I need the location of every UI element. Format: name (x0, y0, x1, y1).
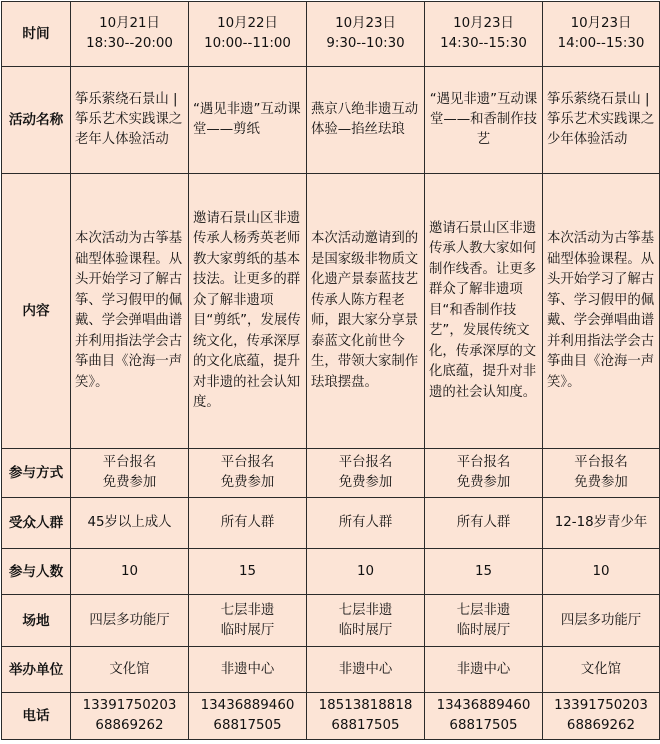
phone-cell (425, 693, 543, 740)
row-organizer (2, 647, 660, 693)
event-date: 10月23日 (453, 16, 514, 31)
row-venue (2, 595, 660, 647)
event-audience: 所有人群 (425, 498, 543, 549)
event-organizer: 文化馆 (543, 647, 660, 693)
row-method (2, 449, 660, 498)
venue-cell (71, 595, 189, 647)
time-cell (189, 2, 307, 67)
time-cell (543, 2, 660, 67)
row-label-organizer: 举办单位 (2, 647, 71, 693)
phone-cell (307, 693, 425, 740)
time-cell (307, 2, 425, 67)
event-count: 10 (71, 549, 189, 595)
row-label-count: 参与人数 (2, 549, 71, 595)
event-venue: 四层多功能厅 (560, 612, 642, 628)
row-content (2, 174, 660, 449)
event-venue: 七层非遗 (220, 602, 275, 618)
event-count: 10 (543, 549, 660, 595)
event-name: 燕京八绝非遗互动体验—掐丝珐琅 (307, 67, 425, 174)
method-signup: 平台报名 (574, 455, 628, 470)
event-organizer: 非遗中心 (425, 647, 543, 693)
method-fee: 免费参加 (338, 475, 393, 490)
row-label-time: 时间 (2, 2, 71, 67)
row-time (2, 2, 660, 67)
event-venue-detail: 临时展厅 (456, 622, 511, 638)
event-count: 15 (189, 549, 307, 595)
event-time: 10:00--11:00 (204, 36, 291, 51)
event-audience: 所有人群 (189, 498, 307, 549)
method-fee: 免费参加 (102, 475, 157, 490)
event-landline: 68817505 (213, 718, 282, 733)
event-date: 10月22日 (217, 16, 278, 31)
event-audience: 45岁以上成人 (71, 498, 189, 549)
method-fee: 免费参加 (456, 475, 511, 490)
row-audience (2, 498, 660, 549)
event-name: “遇见非遗”互动课堂——剪纸 (189, 67, 307, 174)
event-content: 邀请石景山区非遗传承人杨秀英老师教大家剪纸的基本技法。让更多的群众了解非遗项目“剪纸”，发展传统文化，传承深厚的文化底蕴，提升对非遗的社会认知度。 (189, 174, 307, 449)
method-signup: 平台报名 (102, 455, 157, 470)
method-fee: 免费参加 (574, 475, 628, 490)
row-count (2, 549, 660, 595)
row-label-name: 活动名称 (2, 67, 71, 174)
time-cell (71, 2, 189, 67)
event-venue: 七层非遗 (338, 602, 393, 618)
event-date: 10月21日 (99, 16, 160, 31)
method-fee: 免费参加 (220, 475, 275, 490)
event-date: 10月23日 (335, 16, 396, 31)
event-time: 14:30--15:30 (440, 36, 527, 51)
event-mobile: 13436889460 (436, 698, 531, 713)
event-date: 10月23日 (570, 16, 632, 31)
time-cell (425, 2, 543, 67)
venue-cell (425, 595, 543, 647)
method-cell (307, 449, 425, 498)
event-organizer: 非遗中心 (307, 647, 425, 693)
event-content: 本次活动为古筝基础型体验课程。从头开始学习了解古筝、学习假甲的佩戴、学会弹唱曲谱并利用指法学会古筝曲目《沧海一声笑》。 (543, 174, 660, 449)
event-mobile: 13391750203 (554, 698, 648, 713)
method-cell (71, 449, 189, 498)
event-organizer: 非遗中心 (189, 647, 307, 693)
method-cell (543, 449, 660, 498)
row-label-audience: 受众人群 (2, 498, 71, 549)
event-content: 邀请石景山区非遗传承人教大家如何制作线香。让更多群众了解非遗项目“和香制作技艺”，发展传统文化，传承深厚的文化底蕴，提升对非遗的社会认知度。 (425, 174, 543, 449)
event-landline: 68869262 (95, 718, 164, 733)
event-mobile: 13436889460 (200, 698, 295, 713)
event-audience: 所有人群 (307, 498, 425, 549)
event-content: 本次活动邀请到的是国家级非物质文化遗产景泰蓝技艺传承人陈方程老师，跟大家分享景泰蓝文化前世今生，带领大家制作珐琅摆盘。 (307, 174, 425, 449)
event-name: 筝乐萦绕石景山 | 筝乐艺术实践课之少年体验活动 (543, 67, 660, 174)
venue-cell (189, 595, 307, 647)
method-signup: 平台报名 (338, 455, 393, 470)
row-name (2, 67, 660, 174)
method-signup: 平台报名 (456, 455, 511, 470)
venue-cell (543, 595, 660, 647)
phone-cell (543, 693, 660, 740)
event-name: 筝乐萦绕石景山 | 筝乐艺术实践课之老年人体验活动 (71, 67, 189, 174)
row-label-content: 内容 (2, 174, 71, 449)
event-organizer: 文化馆 (71, 647, 189, 693)
event-landline: 68869262 (566, 718, 636, 733)
event-landline: 68817505 (331, 718, 400, 733)
event-venue: 七层非遗 (456, 602, 511, 618)
method-signup: 平台报名 (220, 455, 275, 470)
event-time: 18:30--20:00 (86, 36, 173, 51)
event-venue-detail: 临时展厅 (338, 622, 393, 638)
event-venue: 四层多功能厅 (89, 612, 170, 628)
event-time: 9:30--10:30 (326, 36, 405, 51)
event-mobile: 18513818818 (318, 698, 413, 713)
event-landline: 68817505 (449, 718, 518, 733)
row-phone (2, 693, 660, 740)
row-label-venue: 场地 (2, 595, 71, 647)
event-count: 10 (307, 549, 425, 595)
event-audience: 12-18岁青少年 (543, 498, 660, 549)
method-cell (425, 449, 543, 498)
phone-cell (189, 693, 307, 740)
venue-cell (307, 595, 425, 647)
event-mobile: 13391750203 (82, 698, 177, 713)
event-count: 15 (425, 549, 543, 595)
method-cell (189, 449, 307, 498)
event-name: “遇见非遗”互动课堂——和香制作技艺 (425, 67, 543, 174)
event-venue-detail: 临时展厅 (220, 622, 275, 638)
event-schedule-table (1, 1, 660, 740)
row-label-phone: 电话 (2, 693, 71, 740)
event-time: 14:00--15:30 (557, 36, 645, 51)
phone-cell (71, 693, 189, 740)
event-content: 本次活动为古筝基础型体验课程。从头开始学习了解古筝、学习假甲的佩戴、学会弹唱曲谱并利用指法学会古筝曲目《沧海一声笑》。 (71, 174, 189, 449)
row-label-method: 参与方式 (2, 449, 71, 498)
